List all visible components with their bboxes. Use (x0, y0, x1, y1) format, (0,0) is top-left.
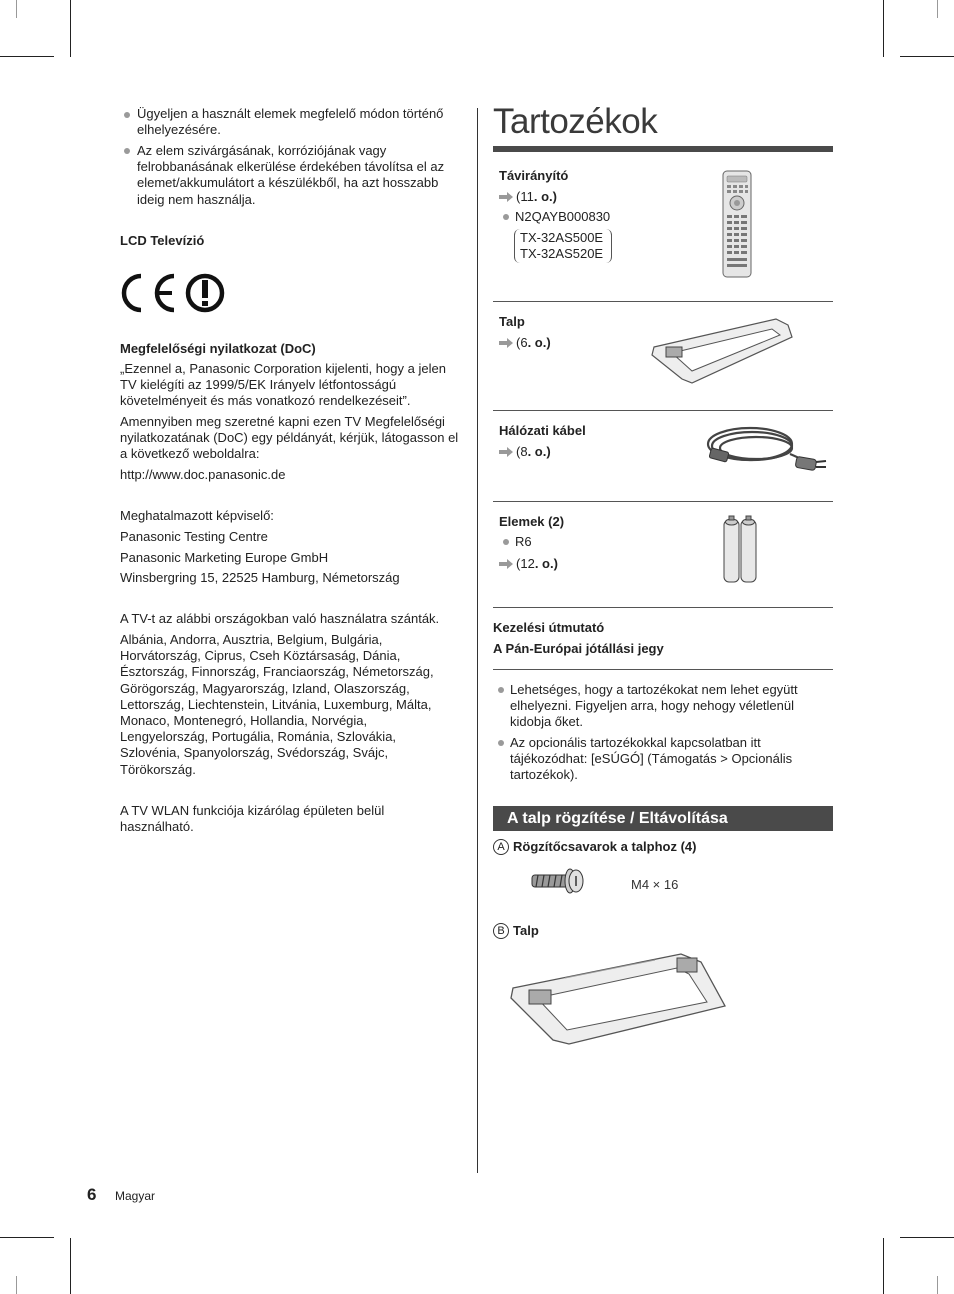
page-ref-number: 11 (520, 189, 534, 204)
section-rule (493, 501, 833, 502)
title-underline (493, 146, 833, 152)
rep-line: Winsbergring 15, 22525 Hamburg, Németország (120, 570, 400, 585)
footer-language: Magyar (115, 1189, 156, 1203)
accessory-note-2: Az opcionális tartozékokkal kapcsolatban itt tájékozódhat: [eSÚGÓ] (Támogatás > Opcionális tartozékok). (510, 735, 793, 783)
bullet-icon (498, 740, 504, 746)
doc-heading: Megfelelőségi nyilatkozat (DoC) (120, 341, 316, 356)
bullet-icon (498, 687, 504, 693)
bullet-icon (503, 539, 509, 545)
page-ref-suffix: . o.) (527, 444, 551, 459)
screw-size: M4 × 16 (631, 877, 679, 892)
page-ref-number: 6 (520, 335, 528, 350)
crop-mark (900, 56, 954, 57)
item-letter-badge: B (493, 923, 509, 939)
cable-ref: (8. o.) (499, 444, 551, 460)
stand-name: Talp (499, 314, 525, 329)
rep-line: Panasonic Marketing Europe GmbH (120, 550, 329, 565)
page-number: 6 (87, 1185, 97, 1204)
doc-request: Amennyiben meg szeretné kapni ezen TV Megfelelőségi nyilatkozatának (DoC) egy példányát, kérjük, látogasson el a következő weboldalra: (120, 414, 459, 462)
lcd-heading: LCD Televízió (120, 233, 205, 248)
remote-model: N2QAYB000830 (515, 209, 611, 224)
stand-large-illustration (505, 950, 729, 1046)
accessory-note-1: Lehetséges, hogy a tartozékokat nem lehet együtt elhelyezni. Figyeljen arra, hogy nehogy véletlenül kidobja őket. (510, 682, 798, 730)
section-rule (493, 410, 833, 411)
crop-mark (900, 1237, 954, 1238)
page-ref-suffix: . o.) (534, 556, 558, 571)
item-letter-badge: A (493, 839, 509, 855)
column-divider (477, 108, 478, 1173)
cable-name: Hálózati kábel (499, 423, 586, 438)
crop-mark (883, 0, 884, 57)
page-ref-number: 12 (520, 556, 535, 571)
mains-cable-illustration (702, 422, 830, 478)
wlan-note: A TV WLAN funkciója kizárólag épületen belül használható. (120, 803, 385, 835)
section-rule (493, 607, 833, 608)
manual-item: Kezelési útmutató (493, 620, 605, 635)
batteries-name: Elemek (2) (499, 514, 565, 529)
crop-mark (937, 0, 938, 18)
battery-note-2: Az elem szivárgásának, korróziójának vagy felrobbanásának elkerülése érdekében távolítsa el az elemet/akkumulátort a készülékből, ha azt hosszabb ideig nem használja. (137, 143, 445, 207)
screw-illustration (530, 866, 586, 896)
remote-name: Távirányító (499, 168, 569, 183)
bullet-icon (124, 112, 130, 118)
arrow-right-icon (499, 447, 513, 457)
arrow-right-icon (499, 338, 513, 348)
ce-mark-icon (120, 272, 226, 314)
stand-illustration (648, 315, 814, 387)
crop-mark (70, 0, 71, 57)
crop-mark (16, 1276, 17, 1294)
tv-model: TX-32AS500E (520, 230, 604, 245)
rep-label: Meghatalmazott képviselő: (120, 508, 274, 523)
section-header (493, 806, 833, 831)
countries-intro: A TV-t az alábbi országokban való használatra szánták. (120, 611, 440, 626)
remote-control-illustration (722, 170, 752, 278)
batteries-ref: (12. o.) (499, 556, 558, 572)
remote-ref: (11. o.) (499, 189, 557, 205)
arrow-right-icon (499, 192, 513, 202)
countries-list: Albánia, Andorra, Ausztria, Belgium, Bulgária, Horvátország, Ciprus, Cseh Köztársaság, Dánia, Észtország, Finnország, Franciaország, Németország, Görögország, Magyarország, Izland, Olaszország, Lettország, Liechtenstein, Litvánia, Luxemburg, Málta, Monaco, Montenegró, Hollandia, Norvégia, Lengyelország, Portugália, Románia, Szlovákia, Szlovénia, Spanyolország, Svédország, Svájc, Törökország. (120, 632, 434, 777)
batteries-illustration (722, 514, 758, 584)
page-title: Tartozékok (493, 102, 658, 141)
bullet-icon (124, 148, 130, 154)
item-b-label: Talp (513, 923, 539, 938)
section-rule (493, 669, 833, 670)
tv-model: TX-32AS520E (520, 246, 604, 261)
crop-mark (0, 56, 54, 57)
crop-mark (16, 0, 17, 18)
crop-mark (883, 1238, 884, 1294)
doc-statement: „Ezennel a, Panasonic Corporation kijelenti, hogy a jelen TV kielégíti az 1999/5/EK Irányelv létfontosságú követelményeit és más vonatkozó rendelkezéseit”. (120, 361, 446, 409)
section-title: A talp rögzítése / Eltávolítása (507, 810, 728, 827)
warranty-item: A Pán-Európai jótállási jegy (493, 641, 664, 656)
arrow-right-icon (499, 559, 513, 569)
crop-mark (0, 1237, 54, 1238)
crop-mark (937, 1276, 938, 1294)
item-a-label: Rögzítőcsavarok a talphoz (4) (513, 839, 697, 854)
page-ref-suffix: . o.) (527, 335, 551, 350)
doc-url[interactable]: http://www.doc.panasonic.de (120, 467, 286, 482)
section-rule (493, 301, 833, 302)
crop-mark (70, 1238, 71, 1294)
page-ref-suffix: . o.) (533, 189, 557, 204)
bullet-icon (503, 214, 509, 220)
stand-ref: (6. o.) (499, 335, 551, 351)
battery-note-1: Ügyeljen a használt elemek megfelelő módon történő elhelyezésére. (137, 106, 444, 138)
battery-type: R6 (515, 534, 532, 549)
page-ref-number: 8 (520, 444, 528, 459)
rep-line: Panasonic Testing Centre (120, 529, 268, 544)
